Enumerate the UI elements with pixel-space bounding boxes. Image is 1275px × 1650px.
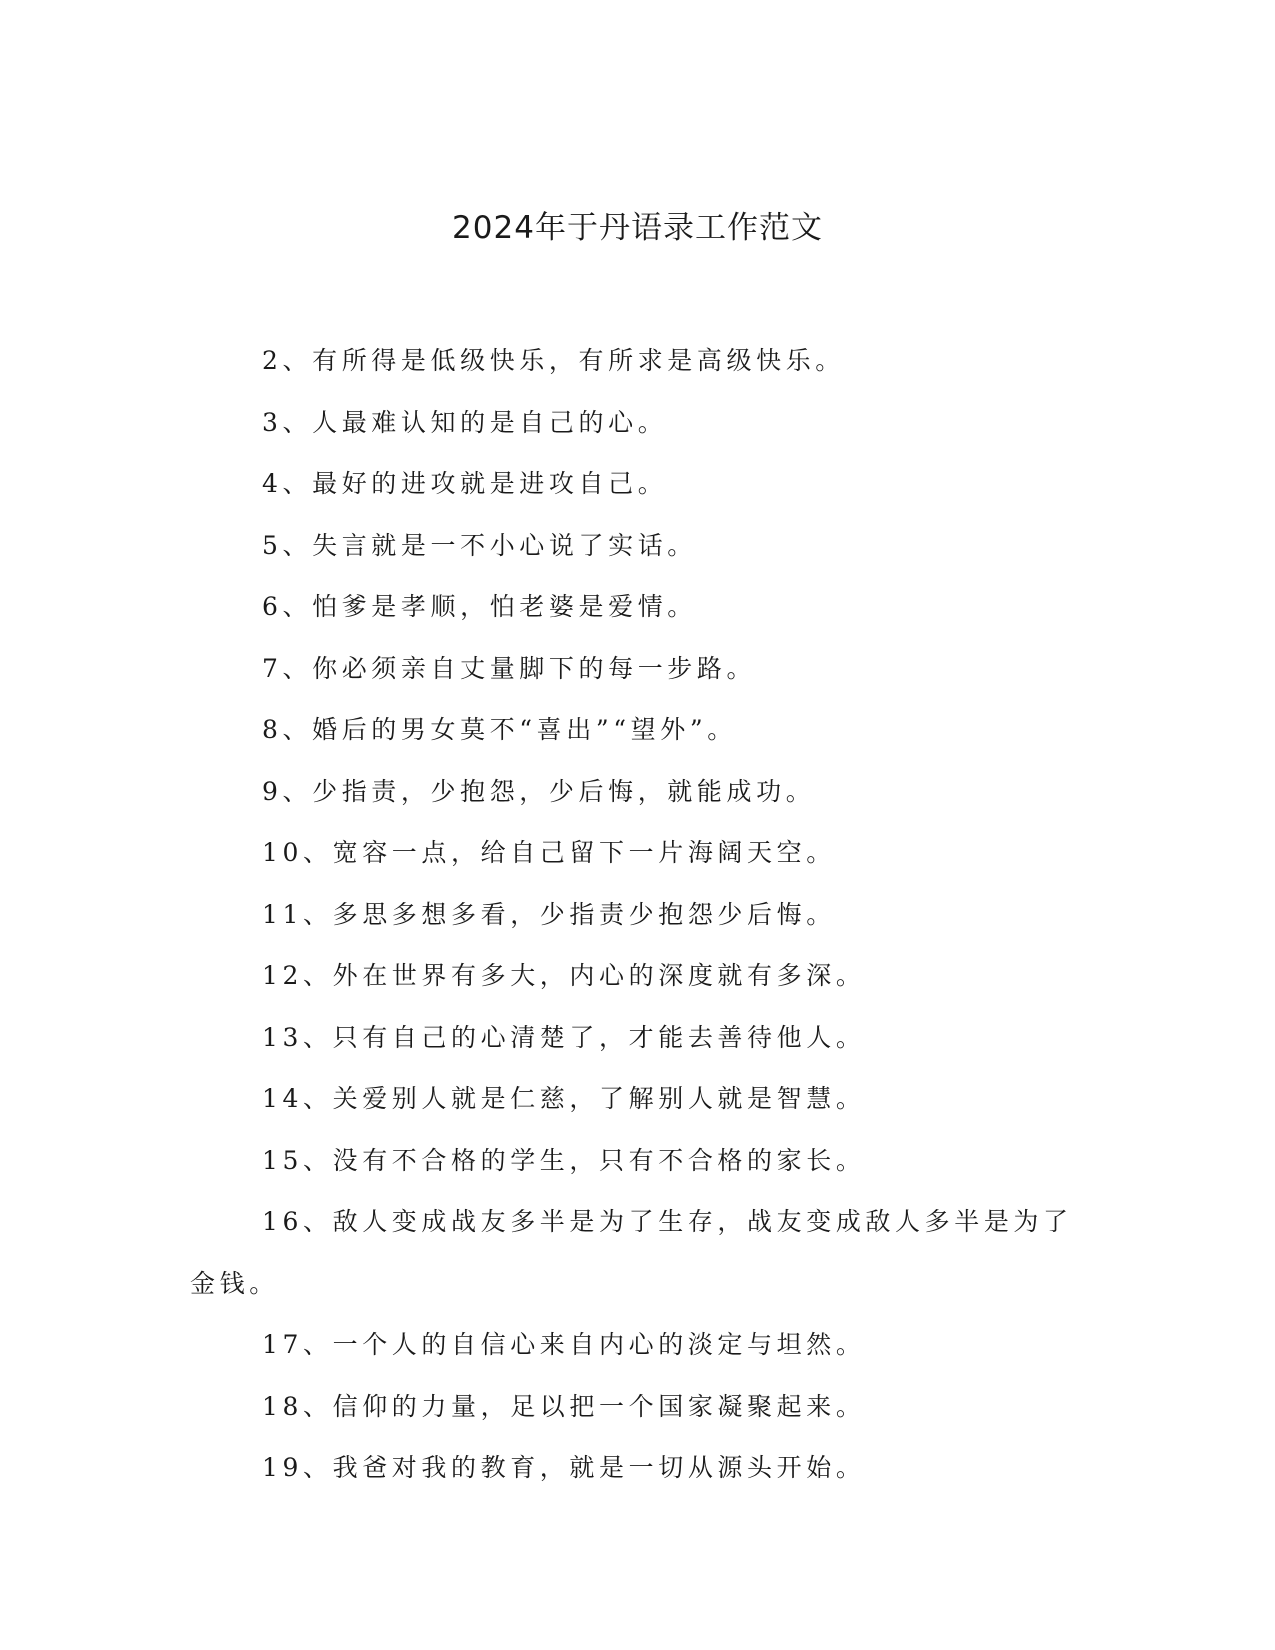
paragraph: 2、有所得是低级快乐，有所求是高级快乐。 (262, 346, 845, 375)
paragraph: 14、关爱别人就是仁慈，了解别人就是智慧。 (262, 1084, 866, 1113)
paragraph: 19、我爸对我的教育，就是一切从源头开始。 (262, 1453, 866, 1482)
page-title: 2024年于丹语录工作范文 (452, 210, 823, 246)
paragraph: 13、只有自己的心清楚了，才能去善待他人。 (262, 1022, 866, 1052)
paragraph: 4、最好的进攻就是进攻自己。 (262, 469, 668, 498)
paragraph: 9、少指责，少抱怨，少后悔，就能成功。 (262, 776, 816, 806)
paragraph: 18、信仰的力量，足以把一个国家凝聚起来。 (262, 1391, 866, 1421)
paragraph: 7、你必须亲自丈量脚下的每一步路。 (262, 653, 757, 683)
paragraph: 11、多思多想多看，少指责少抱怨少后悔。 (262, 899, 836, 929)
paragraph: 8、婚后的男女莫不“喜出”“望外”。 (262, 715, 737, 744)
paragraph: 6、怕爹是孝顺，怕老婆是爱情。 (262, 592, 697, 621)
paragraph: 12、外在世界有多大，内心的深度就有多深。 (262, 961, 866, 990)
paragraph: 5、失言就是一不小心说了实话。 (262, 530, 697, 560)
paragraph: 15、没有不合格的学生，只有不合格的家长。 (262, 1145, 866, 1175)
paragraph: 10、宽容一点，给自己留下一片海阔天空。 (262, 838, 836, 867)
paragraph: 17、一个人的自信心来自内心的淡定与坦然。 (262, 1330, 866, 1359)
document-body (190, 330, 1085, 1499)
paragraph: 3、人最难认知的是自己的心。 (262, 407, 668, 437)
paragraph: 16、敌人变成战友多半是为了生存，战友变成敌人多半是为了金钱。 (190, 1207, 1073, 1298)
